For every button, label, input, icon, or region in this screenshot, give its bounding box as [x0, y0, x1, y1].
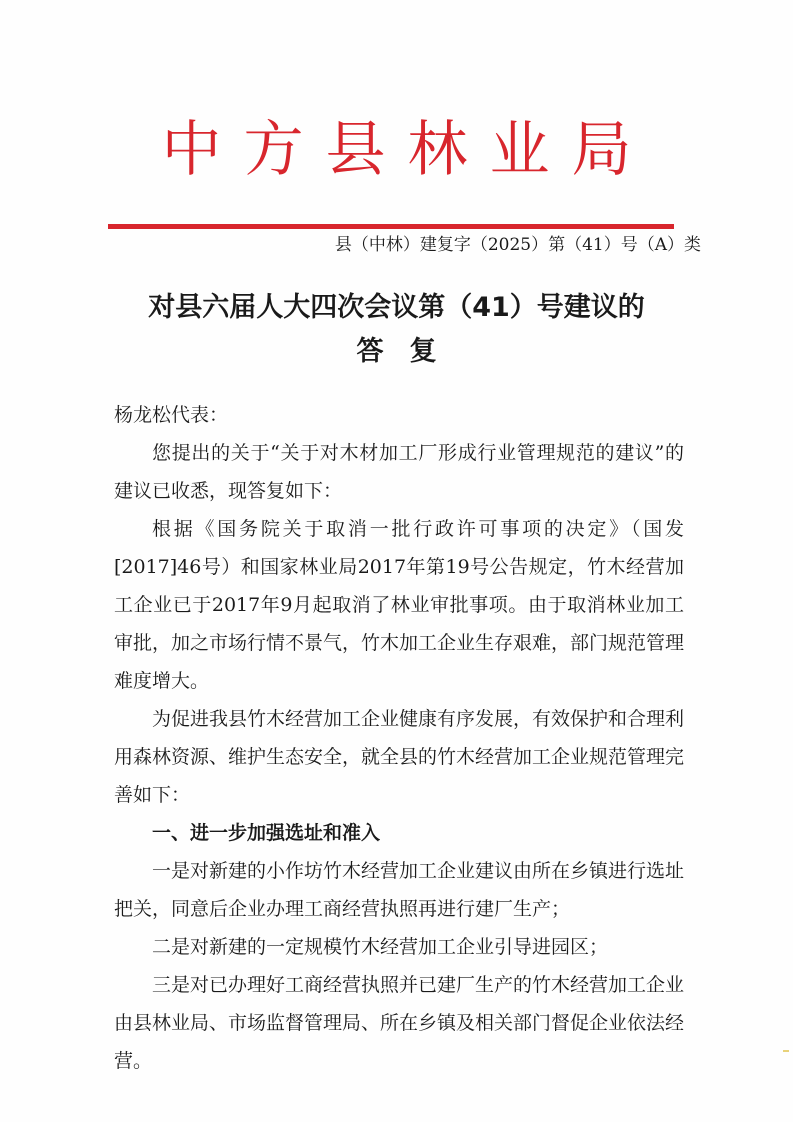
document-number: 县（中林）建复字（2025）第（41）号（A）类 [334, 235, 701, 255]
paragraph-acknowledgement: 您提出的关于“关于对木材加工厂形成行业管理规范的建议”的建议已收悉，现答复如下： [114, 442, 684, 502]
list-item-2: 二是对新建的一定规模竹木经营加工企业引导进园区； [152, 936, 609, 958]
section-heading-1: 一、进一步加强选址和准入 [152, 822, 381, 844]
document-title-line2: 答复 [356, 336, 463, 367]
agency-header: 中方县林业局 [161, 115, 654, 185]
list-item-1: 一是对新建的小作坊竹木经营加工企业建议由所在乡镇进行选址把关，同意后企业办理工商经营执照再进行建厂生产； [114, 860, 685, 920]
header-red-rule [108, 224, 674, 229]
paragraph-purpose: 为促进我县竹木经营加工企业健康有序发展，有效保护和合理利用森林资源、维护生态安全，就全县的竹木经营加工企业规范管理完善如下： [114, 708, 685, 806]
document-title [0, 286, 793, 374]
document-title-line1: 对县六届人大四次会议第（41）号建议的 [148, 292, 645, 323]
document-body [114, 396, 684, 1080]
paragraph-background: 根据《国务院关于取消一批行政许可事项的决定》（国发[2017]46号）和国家林业局2017年第19号公告规定，竹木经营加工企业已于2017年9月起取消了林业审批事项。由于取消林业加工审批，加之市场行情不景气，竹木加工企业生存艰难，部门规范管理难度增大。 [114, 518, 685, 692]
list-item-3: 三是对已办理好工商经营执照并已建厂生产的竹木经营加工企业由县林业局、市场监督管理局、所在乡镇及相关部门督促企业依法经营。 [114, 974, 685, 1072]
scan-mark [783, 1050, 789, 1052]
salutation: 杨龙松代表： [114, 404, 229, 426]
